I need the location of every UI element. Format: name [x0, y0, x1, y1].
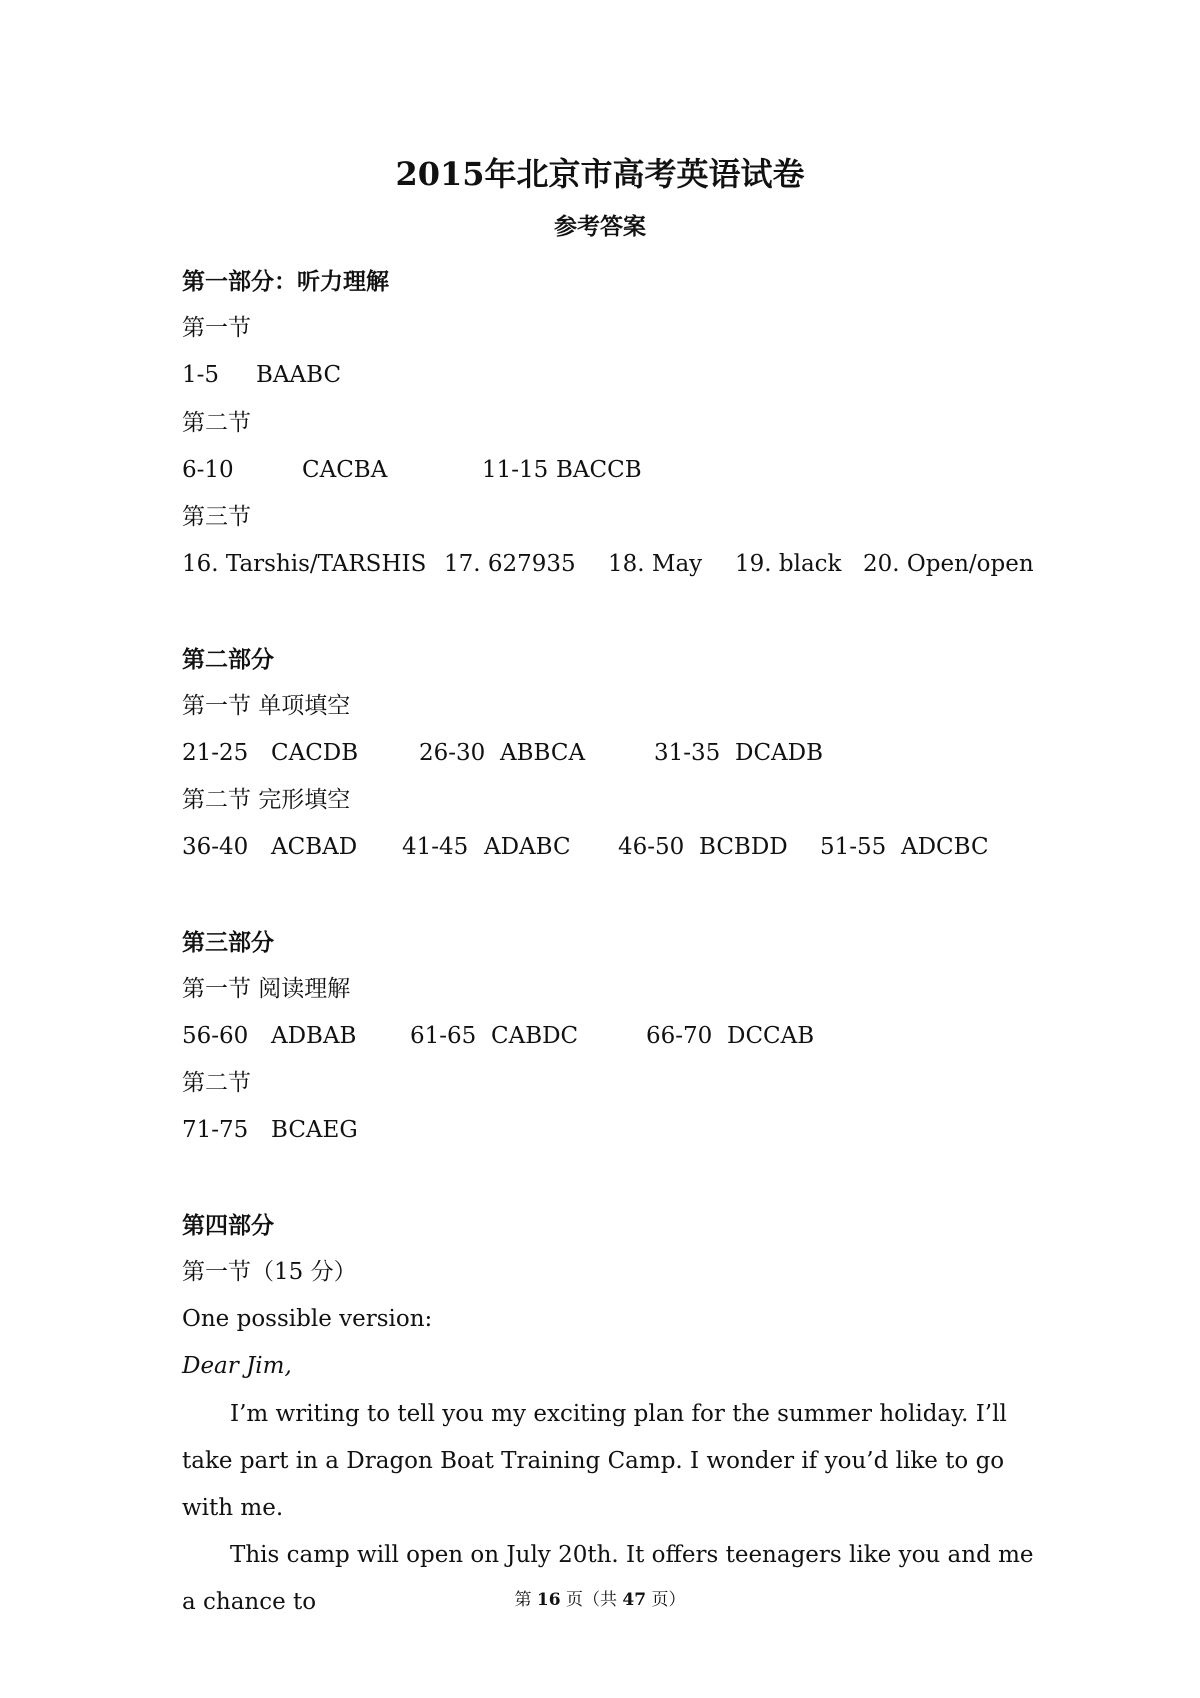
part1-sec2-answers: [182, 447, 1052, 494]
spacer: [182, 588, 1052, 635]
part3-sec1-label: 第一节 阅读理解: [182, 975, 351, 1002]
fill-answer: 20. Open/open: [863, 551, 1034, 578]
essay-paragraph: I’m writing to tell you my exciting plan for the summer holiday. I’ll take part in a Dragon Boat Training Camp. I wonder if you’d like to go with me.: [182, 1400, 1007, 1521]
document-subtitle: 参考答案: [554, 213, 646, 240]
answer-letters: CABDC: [491, 1023, 579, 1049]
answer-letters: CACBA: [302, 456, 388, 483]
part1-sec3-label: 第三节: [182, 503, 251, 530]
footer-total-pages: 47: [622, 1590, 647, 1610]
part4-heading: 第四部分: [182, 1211, 274, 1239]
answer-range: 41-45: [402, 834, 469, 861]
essay-intro: One possible version:: [182, 1306, 433, 1333]
answer-group: [182, 447, 302, 494]
answer-range: 31-35: [654, 739, 721, 766]
fill-answer: 16. Tarshis/TARSHIS: [182, 551, 427, 578]
answer-letters: ADBAB: [271, 1023, 357, 1049]
part3-sec2-label: 第二节: [182, 1070, 251, 1097]
answer-range: 36-40: [182, 834, 249, 861]
part1-sec1-answers: [182, 352, 1052, 399]
answer-range: 51-55: [820, 834, 887, 861]
answer-range: 11-15: [482, 456, 549, 483]
answer-range: 46-50: [618, 834, 685, 861]
spacer: [182, 1155, 1052, 1202]
part2-sec1-answers: [182, 730, 1052, 777]
part1-sec3-answers: [182, 541, 1052, 588]
footer-prefix: 第: [514, 1590, 532, 1610]
part2-heading: 第二部分: [182, 645, 274, 673]
answer-letters: ADABC: [484, 834, 571, 861]
answer-letters: DCADB: [735, 739, 823, 766]
answer-range: 26-30: [419, 739, 486, 766]
answer-letters: DCCAB: [727, 1023, 815, 1049]
footer-middle: 页（共: [566, 1590, 617, 1610]
fill-answer: 19. black: [735, 551, 842, 578]
part4-sec1-label: 第一节（15 分）: [182, 1258, 357, 1285]
answer-letters: BCBDD: [699, 834, 788, 861]
part3-sec2-answers: [182, 1107, 1052, 1154]
fill-answer: 18. May: [608, 551, 703, 578]
footer-page-number: 16: [536, 1590, 561, 1610]
footer-suffix: 页）: [651, 1590, 686, 1610]
document-title: 2015年北京市高考英语试卷: [395, 155, 805, 193]
answer-range: 56-60: [182, 1023, 249, 1049]
answer-letters: BACCB: [556, 456, 642, 483]
spacer: [182, 871, 1052, 918]
part1-heading: 第一部分：听力理解: [182, 268, 389, 295]
answer-range: 21-25: [182, 739, 249, 766]
answer-letters: BAABC: [256, 362, 342, 389]
answer-letters: BCAEG: [271, 1117, 358, 1144]
part2-sec1-label: 第一节 单项填空: [182, 692, 351, 719]
part3-sec1-answers: [182, 1013, 1052, 1060]
answer-key: [182, 258, 1052, 1627]
answer-range: 71-75: [182, 1117, 249, 1144]
page-footer: [0, 1587, 1200, 1613]
fill-answer: 17. 627935: [444, 551, 576, 578]
answer-range: 6-10: [182, 456, 234, 483]
part2-sec2-label: 第二节 完形填空: [182, 787, 351, 814]
part1-sec2-label: 第二节: [182, 409, 251, 436]
part2-sec2-answers: [182, 824, 1052, 871]
answer-letters: CACDB: [271, 739, 359, 766]
part3-heading: 第三部分: [182, 928, 274, 956]
answer-letters: ACBAD: [271, 834, 358, 861]
essay-paragraph: This camp will open on July 20th. It offers teenagers like you and me a chance to: [182, 1542, 1034, 1616]
answer-letters: ABBCA: [500, 739, 586, 766]
answer-range: 1-5: [182, 362, 220, 389]
part1-sec1-label: 第一节: [182, 315, 251, 342]
answer-range: 61-65: [410, 1023, 477, 1049]
essay-salutation: Dear Jim,: [182, 1353, 292, 1380]
answer-range: 66-70: [646, 1023, 713, 1049]
answer-letters: ADCBC: [901, 834, 989, 861]
